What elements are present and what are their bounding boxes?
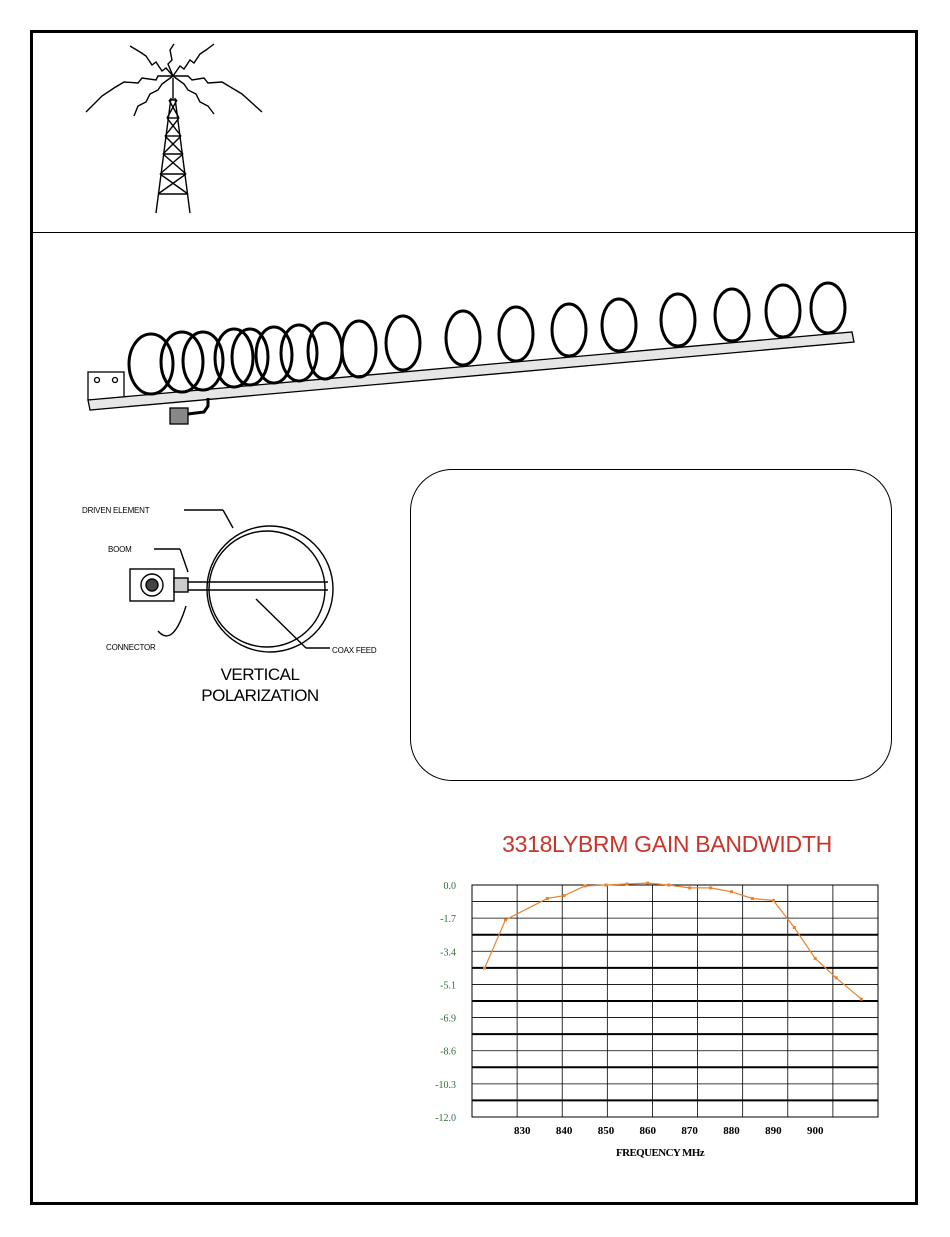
data-point	[835, 976, 838, 979]
polarization-caption	[180, 664, 340, 706]
antenna-loop-elements	[129, 283, 845, 394]
data-point	[563, 894, 566, 897]
y-tick-label: -8.6	[440, 1046, 456, 1058]
yagi-loop-antenna-illustration	[78, 278, 868, 438]
x-tick-label: 840	[555, 1125, 573, 1137]
x-tick-label: 870	[681, 1125, 698, 1137]
x-tick-label: 890	[765, 1125, 782, 1137]
gain-series-line	[485, 883, 862, 999]
x-tick-label: 830	[513, 1125, 531, 1137]
x-tick-label: 900	[806, 1125, 824, 1137]
x-tick-label: 880	[723, 1125, 740, 1137]
x-tick-label: 850	[597, 1125, 615, 1137]
data-point	[751, 897, 754, 900]
polarization-line-1: VERTICAL	[220, 665, 300, 684]
y-tick-label: 0.0	[443, 881, 456, 892]
boom-label: BOOM	[108, 545, 132, 554]
specifications-box	[410, 469, 892, 781]
data-point	[604, 884, 607, 887]
data-point	[860, 998, 863, 1001]
radio-tower-logo	[78, 38, 268, 218]
data-point	[646, 882, 649, 885]
gain-bandwidth-chart	[420, 870, 890, 1170]
chart-grid	[472, 885, 878, 1117]
data-point	[730, 890, 733, 893]
y-tick-label: -10.3	[435, 1079, 456, 1091]
y-tick-label: -12.0	[435, 1113, 456, 1124]
data-point	[709, 886, 712, 889]
connector-label: CONNECTOR	[106, 643, 156, 652]
data-point	[688, 886, 691, 889]
y-tick-label: -3.4	[440, 947, 456, 959]
data-point	[667, 884, 670, 887]
x-tick-label: 860	[639, 1125, 657, 1137]
y-tick-label: -5.1	[440, 980, 456, 992]
data-point	[625, 883, 628, 886]
y-tick-label: -6.9	[440, 1013, 456, 1025]
driven-element-label: DRIVEN ELEMENT	[82, 506, 150, 515]
data-point	[546, 897, 549, 900]
data-point	[772, 899, 775, 902]
data-point	[504, 918, 507, 921]
header-divider	[30, 232, 918, 233]
chart-title: 3318LYBRM GAIN BANDWIDTH	[502, 831, 832, 857]
data-point	[483, 967, 486, 970]
data-point	[814, 957, 817, 960]
data-point	[793, 926, 796, 929]
polarization-line-2: POLARIZATION	[201, 686, 319, 705]
data-point	[584, 884, 587, 887]
coax-feed-label: COAX FEED	[332, 646, 377, 655]
y-tick-label: -1.7	[440, 914, 456, 926]
x-axis-label: FREQUENCY MHz	[615, 1147, 705, 1159]
